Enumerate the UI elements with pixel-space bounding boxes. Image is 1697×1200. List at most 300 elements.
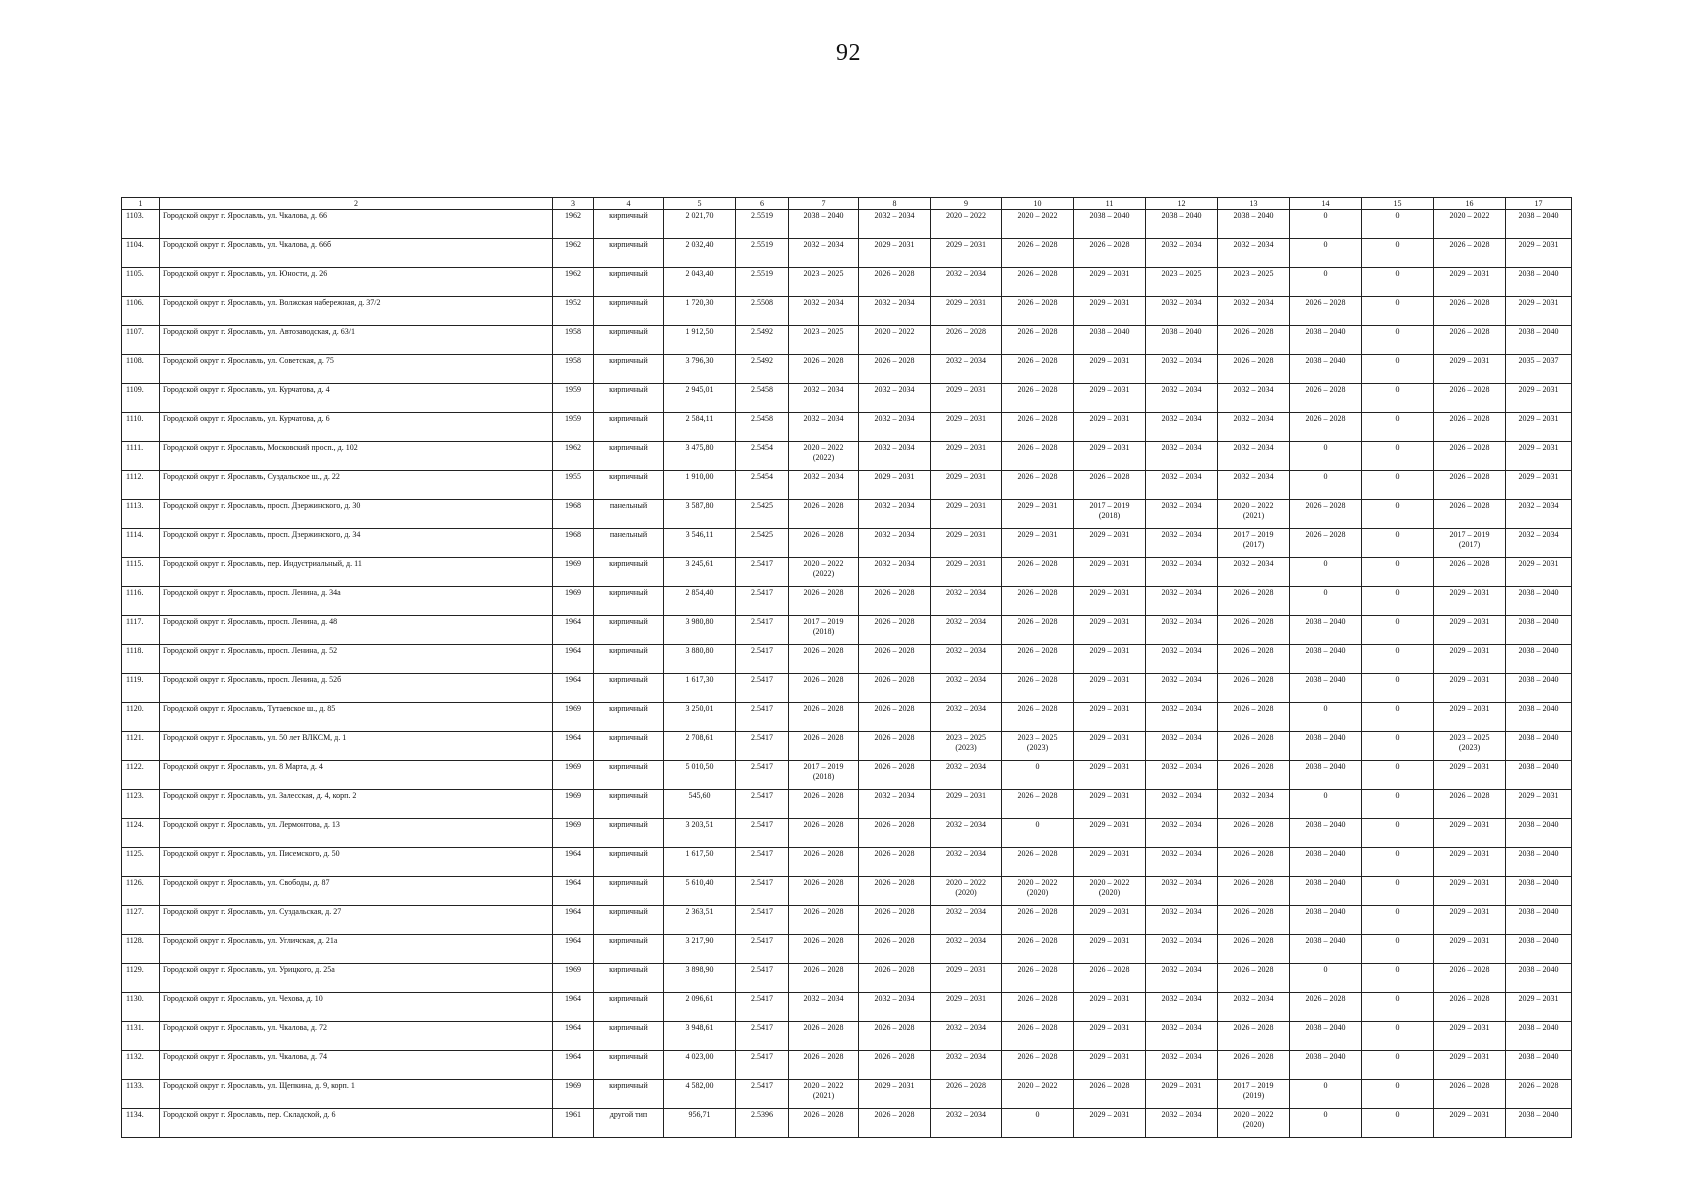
table-cell-col-6: 2.5458 xyxy=(736,413,789,442)
table-cell-col-1: 1132. xyxy=(122,1051,160,1080)
table-cell-col-10: 2026 – 2028 xyxy=(1002,558,1074,587)
table-cell-col-4: кирпичный xyxy=(594,384,664,413)
table-cell-col-16: 2029 – 2031 xyxy=(1434,587,1506,616)
table-cell-col-7: 2023 – 2025 xyxy=(789,326,859,355)
table-cell-col-9: 2032 – 2034 xyxy=(931,1051,1002,1080)
table-cell-col-3: 1964 xyxy=(553,645,594,674)
column-header-10: 10 xyxy=(1002,198,1074,210)
table-cell-col-8: 2026 – 2028 xyxy=(859,761,931,790)
column-header-8: 8 xyxy=(859,198,931,210)
table-cell-col-8: 2026 – 2028 xyxy=(859,616,931,645)
table-cell-col-9: 2029 – 2031 xyxy=(931,500,1002,529)
table-cell-col-15: 0 xyxy=(1362,413,1434,442)
table-cell-col-6: 2.5417 xyxy=(736,587,789,616)
table-cell-col-3: 1959 xyxy=(553,384,594,413)
table-cell-col-1: 1127. xyxy=(122,906,160,935)
header-row xyxy=(122,198,1572,210)
table-cell-col-10: 2026 – 2028 xyxy=(1002,1051,1074,1080)
table-cell-col-11: 2029 – 2031 xyxy=(1074,935,1146,964)
table-cell-col-1: 1124. xyxy=(122,819,160,848)
table-cell-col-16: 2026 – 2028 xyxy=(1434,558,1506,587)
table-cell-col-3: 1969 xyxy=(553,964,594,993)
table-cell-col-9: 2032 – 2034 xyxy=(931,355,1002,384)
table-cell-col-14: 2038 – 2040 xyxy=(1290,935,1362,964)
table-cell-col-2: Городской округ г. Ярославль, ул. Волжская набережная, д. 37/2 xyxy=(160,297,553,326)
table-cell-col-14: 0 xyxy=(1290,558,1362,587)
table-cell-col-16: 2020 – 2022 xyxy=(1434,210,1506,239)
table-row xyxy=(122,1051,1572,1080)
table-cell-col-12: 2032 – 2034 xyxy=(1146,616,1218,645)
table-cell-col-7: 2026 – 2028 xyxy=(789,587,859,616)
table-cell-col-1: 1108. xyxy=(122,355,160,384)
table-row xyxy=(122,674,1572,703)
table-cell-col-9: 2026 – 2028 xyxy=(931,326,1002,355)
table-cell-col-12: 2032 – 2034 xyxy=(1146,558,1218,587)
table-row xyxy=(122,1022,1572,1051)
table-cell-col-12: 2032 – 2034 xyxy=(1146,964,1218,993)
table-cell-col-2: Городской округ г. Ярославль, Суздальское ш., д. 22 xyxy=(160,471,553,500)
table-cell-col-1: 1119. xyxy=(122,674,160,703)
table-cell-col-8: 2032 – 2034 xyxy=(859,210,931,239)
table-cell-col-8: 2026 – 2028 xyxy=(859,587,931,616)
table-cell-col-5: 1 720,30 xyxy=(664,297,736,326)
table-cell-col-2: Городской округ г. Ярославль, просп. Ленина, д. 48 xyxy=(160,616,553,645)
column-header-7: 7 xyxy=(789,198,859,210)
table-cell-col-11: 2029 – 2031 xyxy=(1074,384,1146,413)
table-cell-col-15: 0 xyxy=(1362,384,1434,413)
table-cell-col-4: кирпичный xyxy=(594,558,664,587)
table-cell-col-1: 1126. xyxy=(122,877,160,906)
table-cell-col-17: 2038 – 2040 xyxy=(1506,268,1572,297)
table-body xyxy=(122,210,1572,1138)
table-cell-col-15: 0 xyxy=(1362,964,1434,993)
table-cell-col-2: Городской округ г. Ярославль, просп. Ленина, д. 34а xyxy=(160,587,553,616)
table-cell-col-2: Городской округ г. Ярославль, ул. Писемского, д. 50 xyxy=(160,848,553,877)
table-cell-col-2: Городской округ г. Ярославль, просп. Ленина, д. 52 xyxy=(160,645,553,674)
table-cell-col-9: 2032 – 2034 xyxy=(931,906,1002,935)
table-cell-col-10: 2026 – 2028 xyxy=(1002,297,1074,326)
table-cell-col-16: 2026 – 2028 xyxy=(1434,413,1506,442)
table-cell-col-5: 1 912,50 xyxy=(664,326,736,355)
table-cell-col-4: кирпичный xyxy=(594,355,664,384)
table-cell-col-10: 2026 – 2028 xyxy=(1002,906,1074,935)
table-cell-col-4: кирпичный xyxy=(594,935,664,964)
table-cell-col-11: 2017 – 2019 (2018) xyxy=(1074,500,1146,529)
table-cell-col-4: кирпичный xyxy=(594,1080,664,1109)
table-cell-col-13: 2017 – 2019 (2017) xyxy=(1218,529,1290,558)
table-cell-col-8: 2026 – 2028 xyxy=(859,732,931,761)
table-cell-col-7: 2026 – 2028 xyxy=(789,848,859,877)
table-cell-col-17: 2035 – 2037 xyxy=(1506,355,1572,384)
table-cell-col-7: 2026 – 2028 xyxy=(789,819,859,848)
table-cell-col-1: 1111. xyxy=(122,442,160,471)
table-cell-col-17: 2038 – 2040 xyxy=(1506,935,1572,964)
table-cell-col-14: 0 xyxy=(1290,587,1362,616)
table-cell-col-1: 1134. xyxy=(122,1109,160,1138)
page-number: 92 xyxy=(836,40,861,66)
table-cell-col-6: 2.5417 xyxy=(736,877,789,906)
column-header-11: 11 xyxy=(1074,198,1146,210)
table-cell-col-15: 0 xyxy=(1362,819,1434,848)
table-cell-col-11: 2029 – 2031 xyxy=(1074,674,1146,703)
table-cell-col-6: 2.5417 xyxy=(736,790,789,819)
table-cell-col-5: 545,60 xyxy=(664,790,736,819)
table-cell-col-14: 2038 – 2040 xyxy=(1290,1022,1362,1051)
column-header-15: 15 xyxy=(1362,198,1434,210)
table-cell-col-5: 3 980,80 xyxy=(664,616,736,645)
table-cell-col-5: 2 584,11 xyxy=(664,413,736,442)
table-cell-col-10: 2026 – 2028 xyxy=(1002,268,1074,297)
table-cell-col-12: 2032 – 2034 xyxy=(1146,819,1218,848)
table-cell-col-1: 1117. xyxy=(122,616,160,645)
table-cell-col-16: 2029 – 2031 xyxy=(1434,1022,1506,1051)
table-cell-col-15: 0 xyxy=(1362,210,1434,239)
table-cell-col-3: 1969 xyxy=(553,819,594,848)
column-header-4: 4 xyxy=(594,198,664,210)
column-header-13: 13 xyxy=(1218,198,1290,210)
table-cell-col-13: 2020 – 2022 (2020) xyxy=(1218,1109,1290,1138)
table-cell-col-7: 2026 – 2028 xyxy=(789,732,859,761)
table-cell-col-9: 2032 – 2034 xyxy=(931,761,1002,790)
table-cell-col-9: 2032 – 2034 xyxy=(931,587,1002,616)
table-cell-col-5: 3 250,01 xyxy=(664,703,736,732)
table-cell-col-11: 2029 – 2031 xyxy=(1074,703,1146,732)
table-cell-col-14: 2038 – 2040 xyxy=(1290,355,1362,384)
table-cell-col-12: 2032 – 2034 xyxy=(1146,442,1218,471)
table-cell-col-7: 2026 – 2028 xyxy=(789,703,859,732)
table-cell-col-17: 2032 – 2034 xyxy=(1506,529,1572,558)
table-cell-col-17: 2029 – 2031 xyxy=(1506,239,1572,268)
table-cell-col-15: 0 xyxy=(1362,877,1434,906)
table-cell-col-9: 2032 – 2034 xyxy=(931,674,1002,703)
table-cell-col-11: 2026 – 2028 xyxy=(1074,239,1146,268)
table-cell-col-4: кирпичный xyxy=(594,587,664,616)
table-cell-col-5: 3 217,90 xyxy=(664,935,736,964)
table-cell-col-2: Городской округ г. Ярославль, ул. Советская, д. 75 xyxy=(160,355,553,384)
table-cell-col-12: 2032 – 2034 xyxy=(1146,732,1218,761)
table-cell-col-8: 2032 – 2034 xyxy=(859,558,931,587)
table-row xyxy=(122,239,1572,268)
table-cell-col-2: Городской округ г. Ярославль, ул. Чехова, д. 10 xyxy=(160,993,553,1022)
table-cell-col-13: 2026 – 2028 xyxy=(1218,674,1290,703)
table-cell-col-6: 2.5417 xyxy=(736,1022,789,1051)
table-row xyxy=(122,993,1572,1022)
table-cell-col-1: 1130. xyxy=(122,993,160,1022)
table-cell-col-14: 2038 – 2040 xyxy=(1290,326,1362,355)
table-cell-col-16: 2029 – 2031 xyxy=(1434,877,1506,906)
table-cell-col-9: 2032 – 2034 xyxy=(931,268,1002,297)
table-cell-col-3: 1964 xyxy=(553,616,594,645)
table-cell-col-9: 2032 – 2034 xyxy=(931,616,1002,645)
table-cell-col-7: 2026 – 2028 xyxy=(789,935,859,964)
table-cell-col-11: 2029 – 2031 xyxy=(1074,1022,1146,1051)
table-cell-col-9: 2029 – 2031 xyxy=(931,558,1002,587)
table-cell-col-9: 2032 – 2034 xyxy=(931,935,1002,964)
table-cell-col-1: 1133. xyxy=(122,1080,160,1109)
table-cell-col-10: 2026 – 2028 xyxy=(1002,413,1074,442)
table-row xyxy=(122,906,1572,935)
table-cell-col-5: 3 587,80 xyxy=(664,500,736,529)
table-cell-col-1: 1122. xyxy=(122,761,160,790)
table-cell-col-14: 0 xyxy=(1290,210,1362,239)
table-cell-col-15: 0 xyxy=(1362,732,1434,761)
table-cell-col-2: Городской округ г. Ярославль, Московский просп., д. 102 xyxy=(160,442,553,471)
table-cell-col-11: 2026 – 2028 xyxy=(1074,964,1146,993)
table-cell-col-6: 2.5417 xyxy=(736,906,789,935)
table-cell-col-1: 1120. xyxy=(122,703,160,732)
table-cell-col-11: 2029 – 2031 xyxy=(1074,819,1146,848)
column-header-9: 9 xyxy=(931,198,1002,210)
table-cell-col-15: 0 xyxy=(1362,761,1434,790)
table-cell-col-7: 2026 – 2028 xyxy=(789,877,859,906)
table-cell-col-3: 1952 xyxy=(553,297,594,326)
table-cell-col-16: 2029 – 2031 xyxy=(1434,703,1506,732)
table-cell-col-3: 1955 xyxy=(553,471,594,500)
table-cell-col-14: 2038 – 2040 xyxy=(1290,848,1362,877)
table-cell-col-3: 1964 xyxy=(553,906,594,935)
table-cell-col-12: 2032 – 2034 xyxy=(1146,1109,1218,1138)
table-cell-col-11: 2038 – 2040 xyxy=(1074,210,1146,239)
table-cell-col-10: 2026 – 2028 xyxy=(1002,645,1074,674)
capital-repair-table-container xyxy=(121,197,1572,1138)
table-cell-col-17: 2038 – 2040 xyxy=(1506,645,1572,674)
table-cell-col-3: 1964 xyxy=(553,993,594,1022)
table-cell-col-4: другой тип xyxy=(594,1109,664,1138)
table-cell-col-3: 1969 xyxy=(553,558,594,587)
table-cell-col-1: 1116. xyxy=(122,587,160,616)
table-cell-col-3: 1964 xyxy=(553,935,594,964)
table-cell-col-12: 2032 – 2034 xyxy=(1146,761,1218,790)
table-cell-col-1: 1110. xyxy=(122,413,160,442)
table-cell-col-4: кирпичный xyxy=(594,1051,664,1080)
table-cell-col-8: 2032 – 2034 xyxy=(859,790,931,819)
table-cell-col-10: 2026 – 2028 xyxy=(1002,993,1074,1022)
table-row xyxy=(122,703,1572,732)
table-cell-col-9: 2032 – 2034 xyxy=(931,848,1002,877)
table-cell-col-15: 0 xyxy=(1362,326,1434,355)
table-cell-col-6: 2.5417 xyxy=(736,761,789,790)
table-cell-col-4: кирпичный xyxy=(594,413,664,442)
table-row xyxy=(122,819,1572,848)
table-cell-col-16: 2029 – 2031 xyxy=(1434,1051,1506,1080)
table-cell-col-6: 2.5458 xyxy=(736,384,789,413)
table-cell-col-8: 2026 – 2028 xyxy=(859,1022,931,1051)
table-cell-col-14: 2038 – 2040 xyxy=(1290,761,1362,790)
table-cell-col-6: 2.5417 xyxy=(736,674,789,703)
table-cell-col-16: 2026 – 2028 xyxy=(1434,297,1506,326)
table-cell-col-15: 0 xyxy=(1362,1109,1434,1138)
table-cell-col-1: 1123. xyxy=(122,790,160,819)
table-cell-col-14: 2026 – 2028 xyxy=(1290,297,1362,326)
table-cell-col-11: 2029 – 2031 xyxy=(1074,529,1146,558)
table-cell-col-11: 2029 – 2031 xyxy=(1074,587,1146,616)
table-cell-col-2: Городской округ г. Ярославль, ул. Чкалова, д. 72 xyxy=(160,1022,553,1051)
table-cell-col-13: 2026 – 2028 xyxy=(1218,645,1290,674)
table-cell-col-15: 0 xyxy=(1362,297,1434,326)
table-cell-col-11: 2029 – 2031 xyxy=(1074,1051,1146,1080)
table-cell-col-15: 0 xyxy=(1362,674,1434,703)
table-cell-col-2: Городской округ г. Ярославль, ул. Курчатова, д. 4 xyxy=(160,384,553,413)
table-cell-col-17: 2038 – 2040 xyxy=(1506,964,1572,993)
table-cell-col-2: Городской округ г. Ярославль, ул. 8 Марта, д. 4 xyxy=(160,761,553,790)
table-row xyxy=(122,326,1572,355)
table-cell-col-2: Городской округ г. Ярославль, пер. Складской, д. 6 xyxy=(160,1109,553,1138)
table-cell-col-2: Городской округ г. Ярославль, ул. Свободы, д. 87 xyxy=(160,877,553,906)
table-cell-col-3: 1969 xyxy=(553,1080,594,1109)
table-cell-col-3: 1962 xyxy=(553,239,594,268)
table-row xyxy=(122,210,1572,239)
table-cell-col-7: 2038 – 2040 xyxy=(789,210,859,239)
table-cell-col-10: 2026 – 2028 xyxy=(1002,326,1074,355)
table-row xyxy=(122,1109,1572,1138)
table-cell-col-15: 0 xyxy=(1362,471,1434,500)
table-cell-col-8: 2026 – 2028 xyxy=(859,268,931,297)
column-header-16: 16 xyxy=(1434,198,1506,210)
table-cell-col-3: 1969 xyxy=(553,587,594,616)
table-cell-col-7: 2032 – 2034 xyxy=(789,239,859,268)
table-cell-col-6: 2.5425 xyxy=(736,529,789,558)
table-cell-col-9: 2029 – 2031 xyxy=(931,413,1002,442)
table-cell-col-13: 2032 – 2034 xyxy=(1218,413,1290,442)
table-cell-col-16: 2029 – 2031 xyxy=(1434,355,1506,384)
table-cell-col-6: 2.5417 xyxy=(736,558,789,587)
table-cell-col-13: 2026 – 2028 xyxy=(1218,1051,1290,1080)
table-cell-col-13: 2026 – 2028 xyxy=(1218,1022,1290,1051)
table-cell-col-10: 2026 – 2028 xyxy=(1002,964,1074,993)
table-cell-col-17: 2029 – 2031 xyxy=(1506,790,1572,819)
table-cell-col-13: 2038 – 2040 xyxy=(1218,210,1290,239)
table-cell-col-4: кирпичный xyxy=(594,239,664,268)
table-row xyxy=(122,413,1572,442)
table-cell-col-5: 2 363,51 xyxy=(664,906,736,935)
table-cell-col-3: 1961 xyxy=(553,1109,594,1138)
table-cell-col-16: 2026 – 2028 xyxy=(1434,964,1506,993)
table-cell-col-10: 2026 – 2028 xyxy=(1002,1022,1074,1051)
table-cell-col-8: 2029 – 2031 xyxy=(859,239,931,268)
table-cell-col-9: 2032 – 2034 xyxy=(931,819,1002,848)
table-row xyxy=(122,877,1572,906)
table-cell-col-14: 0 xyxy=(1290,268,1362,297)
table-cell-col-12: 2032 – 2034 xyxy=(1146,355,1218,384)
table-cell-col-17: 2029 – 2031 xyxy=(1506,413,1572,442)
table-cell-col-4: кирпичный xyxy=(594,993,664,1022)
table-cell-col-13: 2026 – 2028 xyxy=(1218,906,1290,935)
table-cell-col-10: 2026 – 2028 xyxy=(1002,384,1074,413)
table-cell-col-10: 2029 – 2031 xyxy=(1002,500,1074,529)
table-cell-col-14: 2026 – 2028 xyxy=(1290,500,1362,529)
table-cell-col-17: 2038 – 2040 xyxy=(1506,1109,1572,1138)
table-cell-col-3: 1959 xyxy=(553,413,594,442)
table-cell-col-5: 956,71 xyxy=(664,1109,736,1138)
column-header-2: 2 xyxy=(160,198,553,210)
table-cell-col-16: 2029 – 2031 xyxy=(1434,935,1506,964)
table-cell-col-14: 2038 – 2040 xyxy=(1290,906,1362,935)
table-cell-col-3: 1964 xyxy=(553,1022,594,1051)
table-cell-col-17: 2038 – 2040 xyxy=(1506,1022,1572,1051)
table-cell-col-1: 1118. xyxy=(122,645,160,674)
table-cell-col-2: Городской округ г. Ярославль, Тутаевское ш., д. 85 xyxy=(160,703,553,732)
table-cell-col-1: 1107. xyxy=(122,326,160,355)
table-cell-col-9: 2032 – 2034 xyxy=(931,1109,1002,1138)
table-cell-col-1: 1115. xyxy=(122,558,160,587)
table-cell-col-6: 2.5519 xyxy=(736,268,789,297)
column-header-3: 3 xyxy=(553,198,594,210)
table-cell-col-3: 1962 xyxy=(553,442,594,471)
table-cell-col-5: 5 610,40 xyxy=(664,877,736,906)
table-cell-col-9: 2029 – 2031 xyxy=(931,297,1002,326)
table-cell-col-2: Городской округ г. Ярославль, просп. Ленина, д. 52б xyxy=(160,674,553,703)
table-row xyxy=(122,1080,1572,1109)
table-cell-col-8: 2026 – 2028 xyxy=(859,935,931,964)
table-cell-col-17: 2038 – 2040 xyxy=(1506,1051,1572,1080)
table-cell-col-6: 2.5417 xyxy=(736,732,789,761)
table-cell-col-5: 2 021,70 xyxy=(664,210,736,239)
table-cell-col-5: 3 203,51 xyxy=(664,819,736,848)
table-cell-col-16: 2017 – 2019 (2017) xyxy=(1434,529,1506,558)
table-cell-col-13: 2017 – 2019 (2019) xyxy=(1218,1080,1290,1109)
table-cell-col-15: 0 xyxy=(1362,239,1434,268)
table-cell-col-8: 2026 – 2028 xyxy=(859,703,931,732)
table-cell-col-12: 2032 – 2034 xyxy=(1146,471,1218,500)
table-cell-col-3: 1968 xyxy=(553,500,594,529)
table-cell-col-14: 0 xyxy=(1290,1109,1362,1138)
table-cell-col-15: 0 xyxy=(1362,1051,1434,1080)
table-cell-col-3: 1964 xyxy=(553,1051,594,1080)
table-cell-col-16: 2026 – 2028 xyxy=(1434,239,1506,268)
table-cell-col-4: кирпичный xyxy=(594,326,664,355)
table-row xyxy=(122,268,1572,297)
table-cell-col-2: Городской округ г. Ярославль, просп. Дзержинского, д. 30 xyxy=(160,500,553,529)
table-cell-col-3: 1964 xyxy=(553,732,594,761)
table-row xyxy=(122,587,1572,616)
table-cell-col-15: 0 xyxy=(1362,935,1434,964)
table-cell-col-15: 0 xyxy=(1362,500,1434,529)
table-cell-col-8: 2026 – 2028 xyxy=(859,1109,931,1138)
table-row xyxy=(122,500,1572,529)
table-cell-col-13: 2032 – 2034 xyxy=(1218,442,1290,471)
table-row xyxy=(122,761,1572,790)
table-cell-col-8: 2026 – 2028 xyxy=(859,819,931,848)
table-cell-col-6: 2.5519 xyxy=(736,210,789,239)
table-cell-col-17: 2038 – 2040 xyxy=(1506,848,1572,877)
table-cell-col-10: 0 xyxy=(1002,761,1074,790)
table-cell-col-17: 2038 – 2040 xyxy=(1506,732,1572,761)
table-cell-col-16: 2029 – 2031 xyxy=(1434,674,1506,703)
table-cell-col-4: кирпичный xyxy=(594,442,664,471)
table-cell-col-2: Городской округ г. Ярославль, ул. Чкалова, д. 74 xyxy=(160,1051,553,1080)
table-cell-col-13: 2026 – 2028 xyxy=(1218,877,1290,906)
table-cell-col-5: 3 796,30 xyxy=(664,355,736,384)
table-cell-col-11: 2029 – 2031 xyxy=(1074,297,1146,326)
table-cell-col-8: 2026 – 2028 xyxy=(859,964,931,993)
table-cell-col-14: 2038 – 2040 xyxy=(1290,616,1362,645)
table-cell-col-16: 2029 – 2031 xyxy=(1434,848,1506,877)
table-cell-col-8: 2032 – 2034 xyxy=(859,442,931,471)
table-cell-col-14: 0 xyxy=(1290,471,1362,500)
table-cell-col-2: Городской округ г. Ярославль, ул. 50 лет ВЛКСМ, д. 1 xyxy=(160,732,553,761)
table-cell-col-13: 2026 – 2028 xyxy=(1218,819,1290,848)
table-cell-col-10: 2023 – 2025 (2023) xyxy=(1002,732,1074,761)
table-cell-col-2: Городской округ г. Ярославль, ул. Курчатова, д. 6 xyxy=(160,413,553,442)
table-cell-col-14: 2038 – 2040 xyxy=(1290,732,1362,761)
table-row xyxy=(122,848,1572,877)
table-cell-col-2: Городской округ г. Ярославль, ул. Лермонтова, д. 13 xyxy=(160,819,553,848)
table-cell-col-12: 2032 – 2034 xyxy=(1146,500,1218,529)
table-cell-col-12: 2032 – 2034 xyxy=(1146,529,1218,558)
table-cell-col-9: 2032 – 2034 xyxy=(931,645,1002,674)
table-cell-col-1: 1125. xyxy=(122,848,160,877)
table-cell-col-2: Городской округ г. Ярославль, ул. Автозаводская, д. 63/1 xyxy=(160,326,553,355)
